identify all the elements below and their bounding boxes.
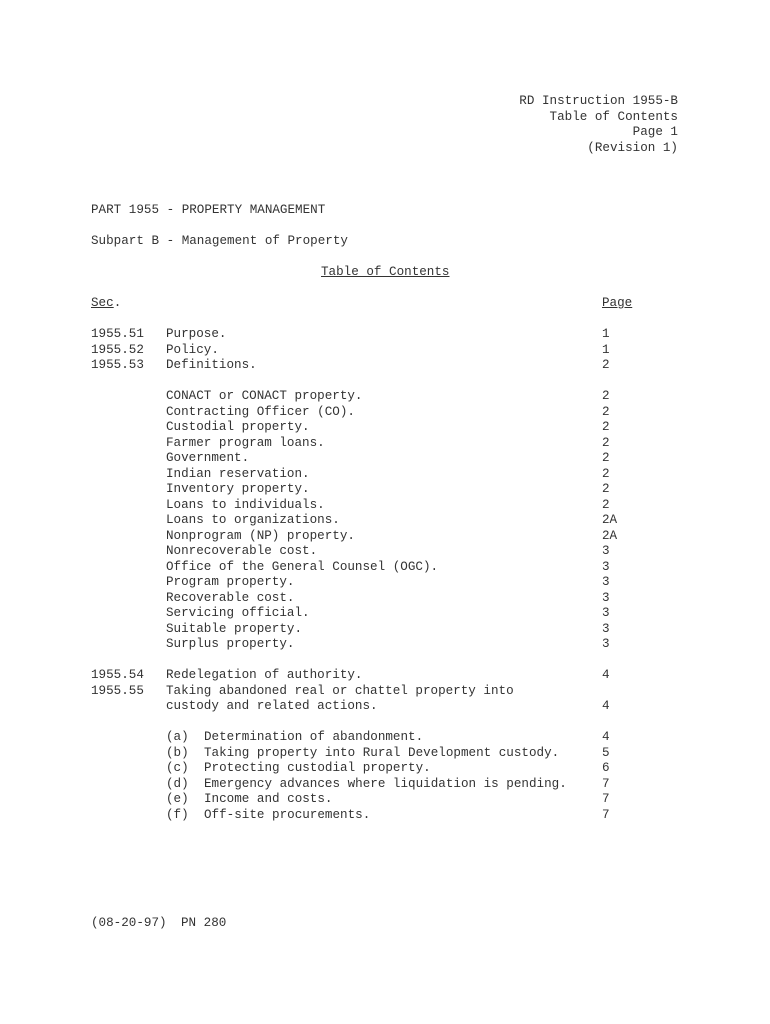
toc-entry-title-continued: custody and related actions. (166, 699, 378, 713)
definition-page: 3 (602, 622, 610, 636)
header-revision: (Revision 1) (587, 141, 678, 155)
definition-title: Nonrecoverable cost. (166, 544, 318, 558)
definition-page: 2 (602, 482, 610, 496)
toc-entry-page: 1 (602, 327, 610, 341)
subsection-label: (d) (166, 777, 189, 791)
toc-entry-page: 4 (602, 668, 610, 682)
definition-title: Program property. (166, 575, 295, 589)
definition-page: 3 (602, 591, 610, 605)
toc-entry-page: 2 (602, 358, 610, 372)
definition-title: Custodial property. (166, 420, 310, 434)
toc-entry-title: Redelegation of authority. (166, 668, 363, 682)
definition-page: 3 (602, 544, 610, 558)
toc-sec-number: 1955.54 (91, 668, 144, 682)
definition-page: 2A (602, 513, 618, 527)
sec-column-heading (91, 296, 121, 311)
definition-title: Loans to organizations. (166, 513, 340, 527)
page-column-heading: Page (602, 296, 633, 310)
toc-sec-number: 1955.55 (91, 684, 144, 698)
definition-title: Loans to individuals. (166, 498, 325, 512)
subsection-title: Protecting custodial property. (204, 761, 431, 775)
subsection-label: (e) (166, 792, 189, 806)
definition-title: Inventory property. (166, 482, 310, 496)
sec-heading-period: . (113, 296, 122, 310)
toc-entry-page: 4 (602, 699, 610, 713)
definition-page: 2 (602, 420, 610, 434)
subsection-label: (a) (166, 730, 189, 744)
definition-title: Recoverable cost. (166, 591, 295, 605)
toc-entry-title: Purpose. (166, 327, 227, 341)
subsection-page: 6 (602, 761, 610, 775)
definition-page: 2 (602, 498, 610, 512)
subsection-label: (f) (166, 808, 189, 822)
subsection-title: Emergency advances where liquidation is pending. (204, 777, 567, 791)
definition-title: Indian reservation. (166, 467, 310, 481)
definition-title: Contracting Officer (CO). (166, 405, 355, 419)
definition-title: Suitable property. (166, 622, 303, 636)
toc-entry-title: Definitions. (166, 358, 257, 372)
definition-page: 2 (602, 436, 610, 450)
toc-sec-number: 1955.53 (91, 358, 144, 372)
footer-date: (08-20-97) (91, 916, 167, 930)
definition-title: Office of the General Counsel (OGC). (166, 560, 439, 574)
definition-page: 2 (602, 451, 610, 465)
header-page: Page 1 (632, 125, 678, 139)
header-doc-title: Table of Contents (549, 110, 678, 124)
subsection-title: Taking property into Rural Development custody. (204, 746, 560, 760)
subsection-page: 7 (602, 777, 610, 791)
subsection-title: Determination of abandonment. (204, 730, 424, 744)
definition-title: Nonprogram (NP) property. (166, 529, 355, 543)
definition-title: Servicing official. (166, 606, 310, 620)
definition-title: Surplus property. (166, 637, 295, 651)
header-instruction: RD Instruction 1955-B (519, 94, 678, 108)
footer-pn: PN 280 (181, 916, 227, 930)
definition-page: 3 (602, 637, 610, 651)
definition-title: CONACT or CONACT property. (166, 389, 363, 403)
subsection-title: Off-site procurements. (204, 808, 371, 822)
toc-sec-number: 1955.52 (91, 343, 144, 357)
definition-page: 2 (602, 389, 610, 403)
part-title: PART 1955 - PROPERTY MANAGEMENT (91, 203, 326, 217)
toc-title: Table of Contents (321, 265, 450, 279)
definition-title: Farmer program loans. (166, 436, 325, 450)
subsection-label: (c) (166, 761, 189, 775)
definition-page: 2 (602, 467, 610, 481)
subsection-label: (b) (166, 746, 189, 760)
toc-sec-number: 1955.51 (91, 327, 144, 341)
toc-entry-title: Taking abandoned real or chattel property into (166, 684, 514, 698)
definition-page: 2A (602, 529, 618, 543)
subsection-title: Income and costs. (204, 792, 333, 806)
definition-page: 2 (602, 405, 610, 419)
subsection-page: 7 (602, 808, 610, 822)
definition-page: 3 (602, 575, 610, 589)
definition-title: Government. (166, 451, 250, 465)
subpart-title: Subpart B - Management of Property (91, 234, 348, 248)
subsection-page: 4 (602, 730, 610, 744)
definition-page: 3 (602, 606, 610, 620)
subsection-page: 5 (602, 746, 610, 760)
definition-page: 3 (602, 560, 610, 574)
subsection-page: 7 (602, 792, 610, 806)
toc-entry-title: Policy. (166, 343, 219, 357)
toc-entry-page: 1 (602, 343, 610, 357)
sec-heading-label: Sec (91, 296, 114, 310)
